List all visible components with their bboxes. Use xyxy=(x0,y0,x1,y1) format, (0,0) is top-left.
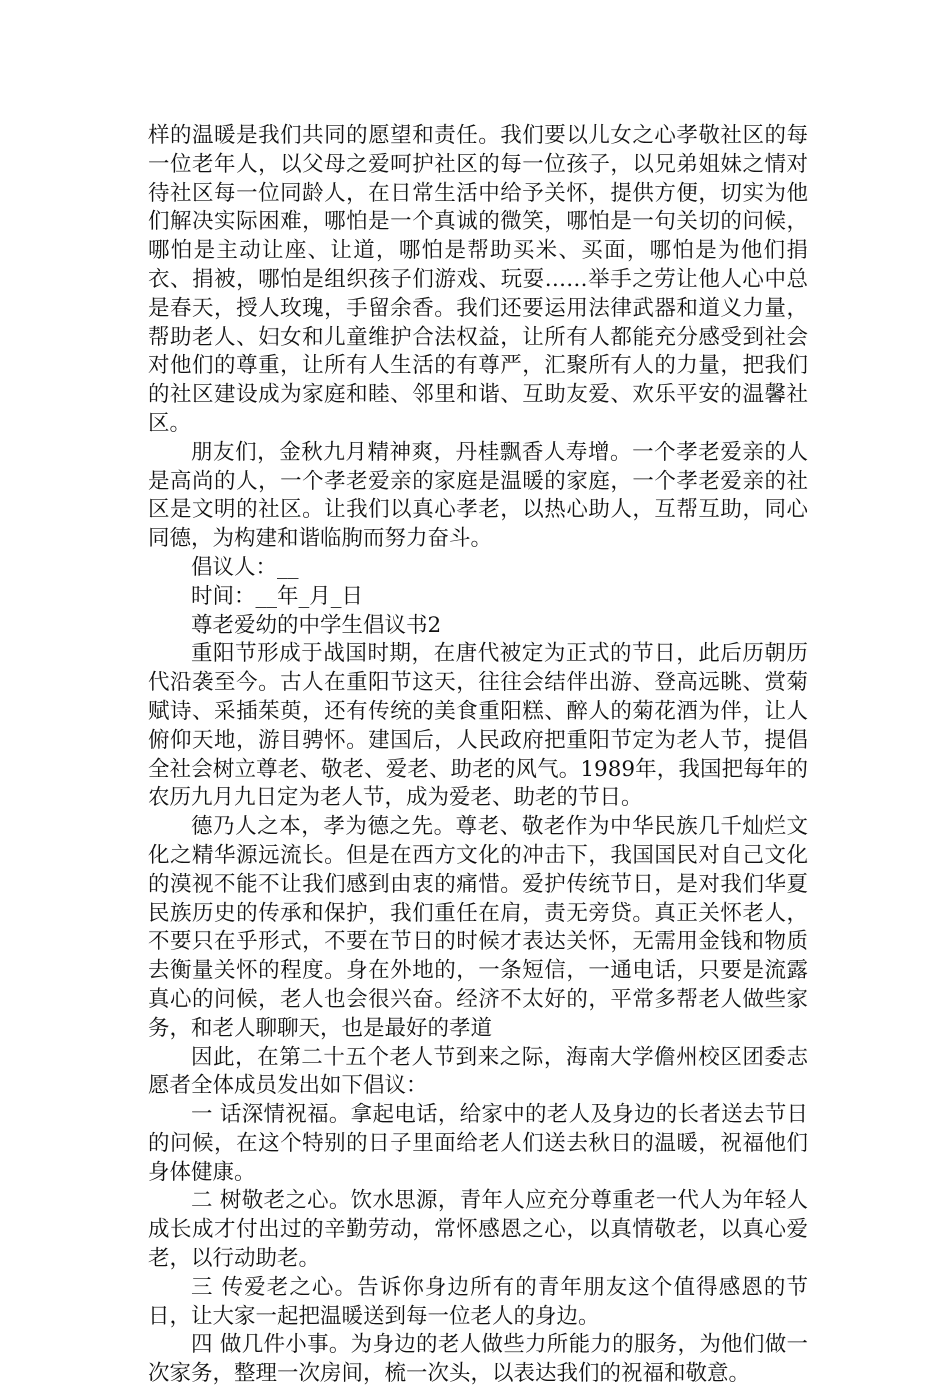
proposal-item-1: 一 话深情祝福。拿起电话，给家中的老人及身边的长者送去节日的问候，在这个特别的日子里面给老人们送去秋日的温暖，祝福他们身体健康。 xyxy=(148,1102,808,1185)
proposer-line: 倡议人：__ xyxy=(191,554,299,580)
proposal-item-4: 四 做几件小事。为身边的老人做些力所能力的服务，为他们做一次家务，整理一次房间，梳一次头，以表达我们的祝福和敬意。 xyxy=(148,1332,808,1387)
paragraph-chongyang-history: 重阳节形成于战国时期，在唐代被定为正式的节日，此后历朝历代沿袭至今。古人在重阳节这天，往往会结伴出游、登高远眺、赏菊赋诗、采插茱萸，还有传统的美食重阳糕、醉人的菊花酒为伴，让人俯仰天地，游目骋怀。建国后，人民政府把重阳节定为老人节，提倡全社会树立尊老、敬老、爱老、助老的风气。1989年，我国把每年的农历九月九日定为老人节，成为爱老、助老的节日。 xyxy=(148,641,808,811)
proposal-item-3: 三 传爱老之心。告诉你身边所有的青年朋友这个值得感恩的节日，让大家一起把温暖送到每一位老人的身边。 xyxy=(148,1274,808,1329)
paragraph-friends-call: 朋友们，金秋九月精神爽，丹桂飘香人寿增。一个孝老爱亲的人是高尚的人，一个孝老爱亲的家庭是温暖的家庭，一个孝老爱亲的社区是文明的社区。让我们以真心孝老，以热心助人，互帮互助，同心同德，为构建和谐临朐而努力奋斗。 xyxy=(148,439,808,552)
date-line: 时间：__年_月_日 xyxy=(191,583,364,609)
paragraph-proposal-intro: 因此，在第二十五个老人节到来之际，海南大学儋州校区团委志愿者全体成员发出如下倡议： xyxy=(148,1044,808,1099)
proposal-item-2: 二 树敬老之心。饮水思源，青年人应充分尊重老一代人为年轻人成长成才付出过的辛勤劳动，常怀感恩之心，以真情敬老，以真心爱老，以行动助老。 xyxy=(148,1188,808,1272)
paragraph-filial-piety: 德乃人之本，孝为德之先。尊老、敬老作为中华民族几千灿烂文化之精华源远流长。但是在西方文化的冲击下，我国国民对自己文化的漠视不能不让我们感到由衷的痛惜。爱护传统节日，是对我们华夏民族历史的传承和保护，我们重任在肩，责无旁贷。真正关怀老人，不要只在乎形式，不要在节日的时候才表达关怀，无需用金钱和物质去衡量关怀的程度。身在外地的，一条短信，一通电话，只要是流露真心的问候，老人也会很兴奋。经济不太好的，平常多帮老人做些家务，和老人聊聊天，也是最好的孝道 xyxy=(148,814,808,1041)
section-heading: 尊老爱幼的中学生倡议书2 xyxy=(191,612,442,638)
paragraph-community-care: 样的温暖是我们共同的愿望和责任。我们要以儿女之心孝敬社区的每一位老年人，以父母之爱呵护社区的每一位孩子，以兄弟姐妹之情对待社区每一位同龄人，在日常生活中给予关怀，提供方便，切实为他们解决实际困难，哪怕是一个真诚的微笑，哪怕是一句关切的问候，哪怕是主动让座、让道，哪怕是帮助买米、买面，哪怕是为他们捐衣、捐被，哪怕是组织孩子们游戏、玩耍……举手之劳让他人心中总是春天，授人玫瑰，手留余香。我们还要运用法律武器和道义力量，帮助老人、妇女和儿童维护合法权益，让所有人都能充分感受到社会对他们的尊重，让所有人生活的有尊严，汇聚所有人的力量，把我们的社区建设成为家庭和睦、邻里和谐、互助友爱、欢乐平安的温馨社区。 xyxy=(148,123,808,436)
document-page xyxy=(148,122,808,1389)
